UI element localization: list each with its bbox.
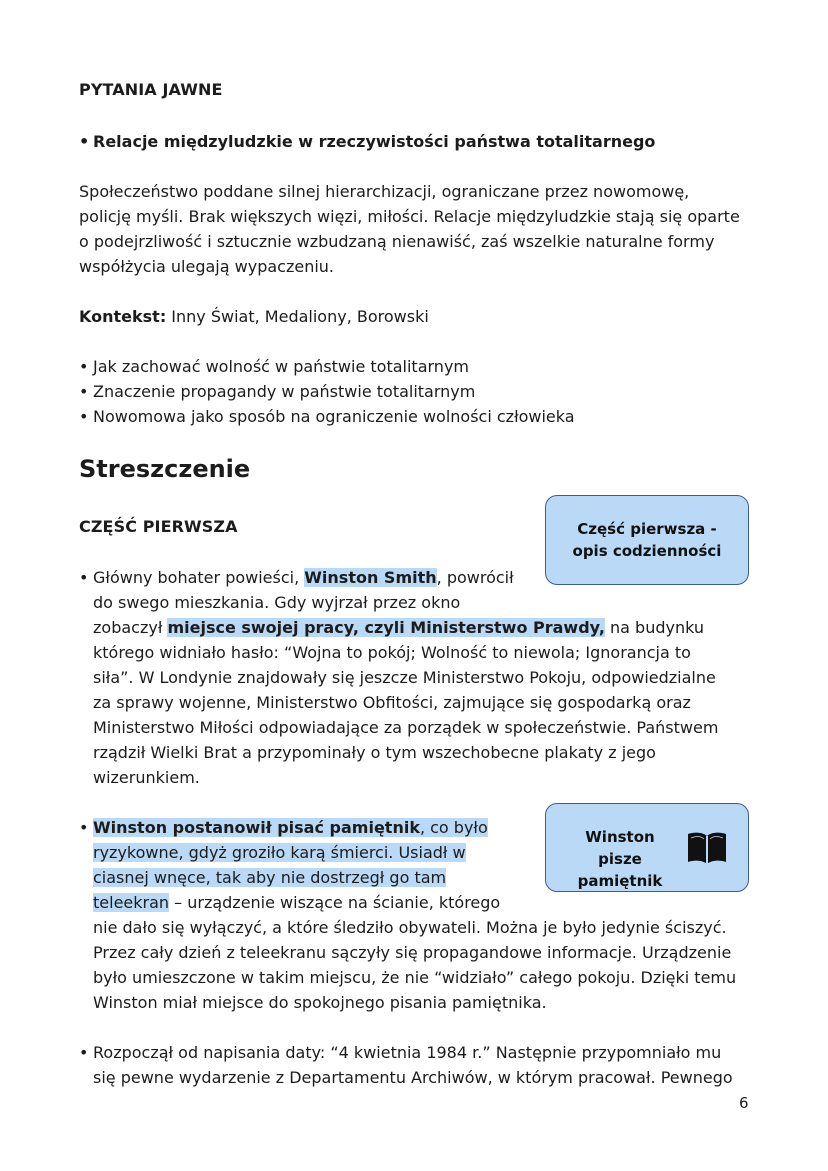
paragraph-line: współżycia ulegają wypaczeniu. bbox=[79, 257, 335, 276]
callout-line: opis codzienności bbox=[572, 542, 722, 560]
highlight-ministry: miejsce swojej pracy, czyli Ministerstwo Prawdy, bbox=[167, 618, 605, 637]
callout-part-one bbox=[545, 495, 749, 585]
section-heading-explicit-questions: PYTANIA JAWNE bbox=[79, 80, 223, 99]
paragraph-line: ryzykowne, gdyż groziło karą śmierci. Usiadł w bbox=[93, 843, 466, 862]
paragraph-line: siła”. W Londynie znajdowały się jeszcze Ministerstwo Pokoju, odpowiedzialne bbox=[93, 668, 716, 687]
topic-title: Relacje międzyludzkie w rzeczywistości państwa totalitarnego bbox=[93, 132, 656, 151]
paragraph-line: o podejrzliwość i sztucznie wzbudzaną nienawiść, zaś wszelkie naturalne formy bbox=[79, 232, 715, 251]
callout-diary bbox=[545, 803, 749, 892]
list-item: • Nowomowa jako sposób na ograniczenie wolności człowieka bbox=[79, 407, 575, 426]
paragraph-line: do swego mieszkania. Gdy wyjrzał przez okno bbox=[93, 593, 461, 612]
list-item: • Znaczenie propagandy w państwie totalitarnym bbox=[79, 382, 476, 401]
paragraph-line: nie dało się wyłączyć, a które śledziło obywateli. Można je było jedynie ściszyć. bbox=[93, 918, 727, 937]
topic-bullet: • Relacje międzyludzkie w rzeczywistości państwa totalitarnego bbox=[79, 132, 656, 151]
context-label: Kontekst: bbox=[79, 307, 167, 326]
summary-heading: Streszczenie bbox=[79, 455, 251, 483]
paragraph-line: było umieszczone w takim miejscu, że nie “widziało” całego pokoju. Dzięki temu bbox=[93, 968, 737, 987]
callout-line: Winston pisze bbox=[585, 828, 655, 868]
paragraph-line: policję myśli. Brak większych więzi, miłości. Relacje międzyludzkie stają się oparte bbox=[79, 207, 740, 226]
part-one-heading: CZĘŚĆ PIERWSZA bbox=[79, 517, 238, 536]
paragraph-line: Ministerstwo Miłości odpowiadające za porządek w społeczeństwie. Państwem bbox=[93, 718, 719, 737]
paragraph-line: Społeczeństwo poddane silnej hierarchizacji, ograniczane przez nowomowę, bbox=[79, 182, 690, 201]
summary-bullet: • Rozpoczął od napisania daty: “4 kwietnia 1984 r.” Następnie przypomniało mu bbox=[79, 1043, 722, 1062]
paragraph-line: Przez cały dzień z teleekranu sączyły się propagandowe informacje. Urządzenie bbox=[93, 943, 732, 962]
callout-line: Część pierwsza - bbox=[577, 520, 717, 538]
paragraph-line: wizerunkiem. bbox=[93, 768, 200, 787]
summary-bullet: • Główny bohater powieści, Winston Smith, powrócił bbox=[79, 568, 514, 587]
highlight-winston-smith: Winston Smith bbox=[304, 568, 437, 587]
context-line bbox=[79, 304, 429, 329]
list-item: • Jak zachować wolność w państwie totalitarnym bbox=[79, 357, 469, 376]
paragraph-line: za sprawy wojenne, Ministerstwo Obfitości, zajmujące się gospodarką oraz bbox=[93, 693, 691, 712]
paragraph-line: się pewne wydarzenie z Departamentu Archiwów, w którym pracował. Pewnego bbox=[93, 1068, 733, 1087]
summary-bullet: • Winston postanowił pisać pamiętnik, co było bbox=[79, 818, 488, 837]
page-number: 6 bbox=[739, 1094, 749, 1112]
paragraph-line: ciasnej wnęce, tak aby nie dostrzegł go tam bbox=[93, 868, 447, 887]
highlight-diary: Winston postanowił pisać pamiętnik, co było bbox=[93, 818, 488, 837]
paragraph-line: zobaczył miejsce swojej pracy, czyli Ministerstwo Prawdy, na budynku bbox=[93, 618, 705, 637]
paragraph-line: teleekran – urządzenie wiszące na ścianie, którego bbox=[93, 893, 501, 912]
book-icon bbox=[686, 830, 728, 866]
callout-line: pamiętnik bbox=[577, 872, 663, 890]
paragraph-line: którego widniało hasło: “Wojna to pokój; Wolność to niewola; Ignorancja to bbox=[93, 643, 691, 662]
paragraph-line: rządził Wielki Brat a przypominały o tym wszechobecne plakaty z jego bbox=[93, 743, 656, 762]
paragraph-line: Winston miał miejsce do spokojnego pisania pamiętnika. bbox=[93, 993, 547, 1012]
context-value: Inny Świat, Medaliony, Borowski bbox=[166, 307, 429, 326]
